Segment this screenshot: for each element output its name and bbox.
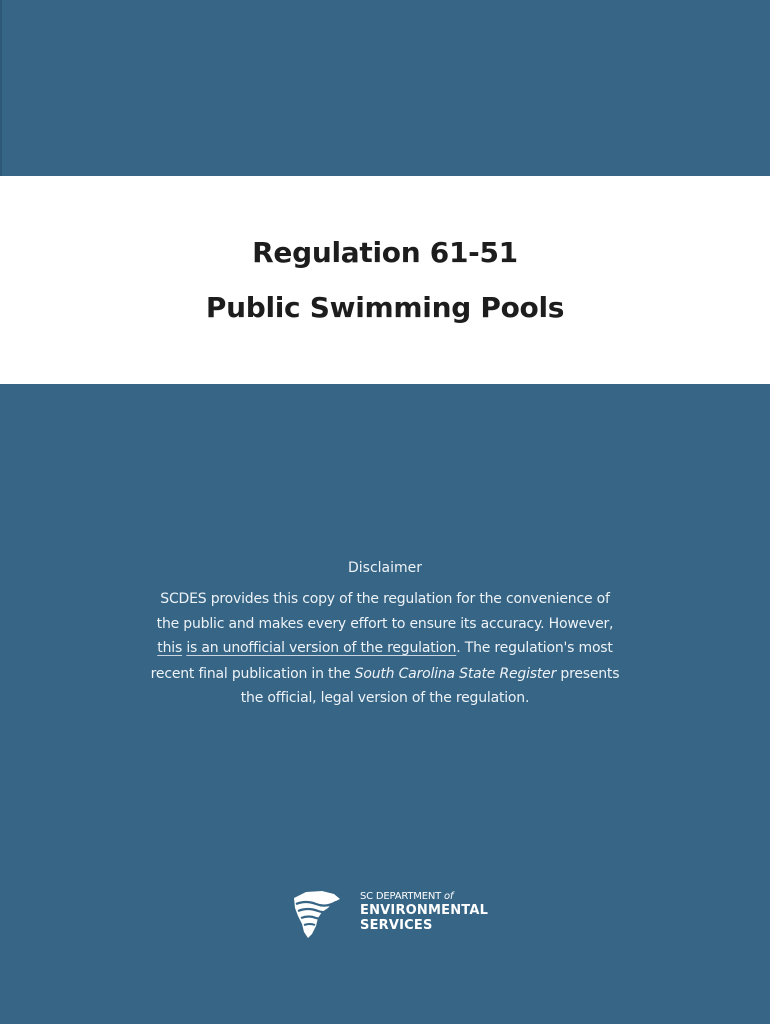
disclaimer-heading: Disclaimer <box>347 560 423 576</box>
logo-line-2: ENVIRONMENTAL <box>360 903 489 918</box>
disclaimer-line-5: the official, legal version of the regulation. <box>240 690 530 706</box>
regulation-subtitle: Public Swimming Pools <box>205 291 565 324</box>
state-register-title: South Carolina State Register <box>354 666 557 682</box>
disclaimer-line-3 <box>0 640 770 656</box>
top-color-band <box>0 0 770 176</box>
disclaimer-line-4 <box>0 666 770 682</box>
logo-line-3: SERVICES <box>360 918 433 933</box>
disclaimer-line-2: the public and makes every effort to ensure its accuracy. However, <box>156 616 614 632</box>
state-outline-logo-icon <box>292 888 352 940</box>
logo-of: of <box>444 891 454 902</box>
disclaimer-line-4-start: recent final publication in the <box>150 666 355 682</box>
logo-wordmark <box>360 892 488 932</box>
logo-sc-department: SC DEPARTMENT <box>360 891 445 902</box>
disclaimer-line-1: SCDES provides this copy of the regulation for the convenience of <box>160 591 610 607</box>
title-band <box>0 176 770 384</box>
logo-line-1 <box>360 892 488 902</box>
disclaimer-line-4-end: presents <box>556 666 620 682</box>
disclaimer-link-unofficial[interactable]: is an unofficial version of the regulation <box>186 640 457 656</box>
scdes-logo <box>292 886 492 942</box>
disclaimer-link-this[interactable]: this <box>157 640 183 656</box>
regulation-title: Regulation 61-51 <box>252 236 518 269</box>
disclaimer-line-3-rest: . The regulation's most <box>456 640 613 656</box>
